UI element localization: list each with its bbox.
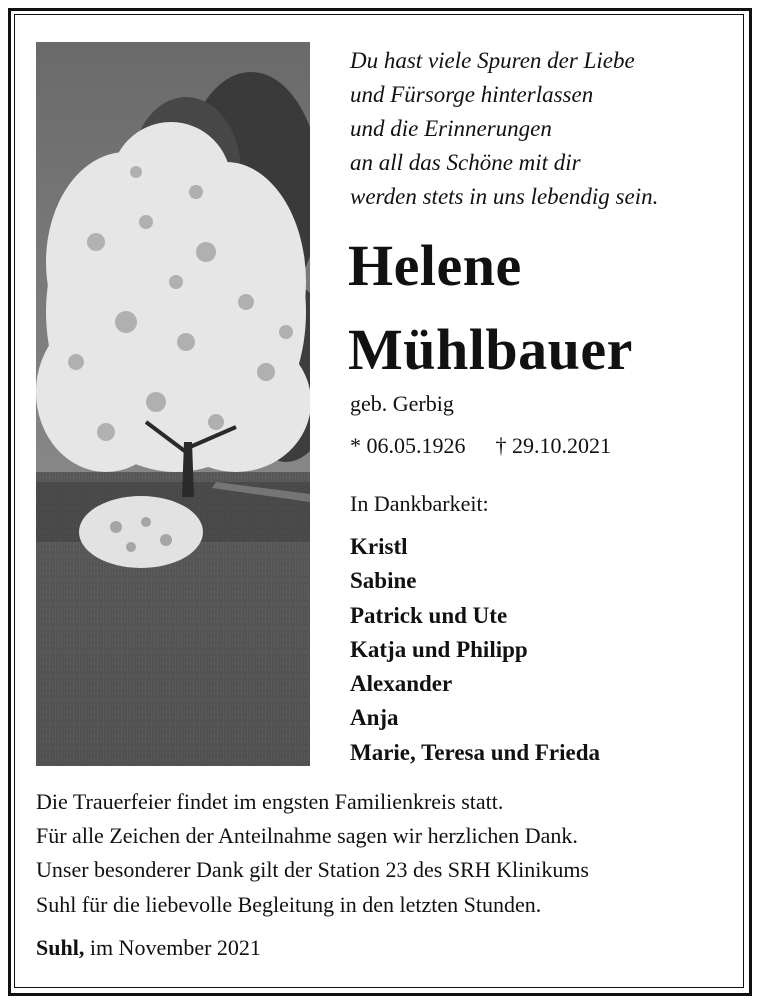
thanks-label: In Dankbarkeit: (350, 491, 489, 516)
memorial-verse (350, 44, 730, 214)
funeral-notice (36, 785, 736, 922)
family-member: Anja (350, 705, 399, 731)
family-member: Patrick und Ute (350, 602, 508, 628)
verse-line: und Fürsorge hinterlassen (350, 82, 594, 107)
verse-line: Du hast viele Spuren der Liebe (350, 48, 635, 73)
deceased-name (348, 224, 738, 392)
family-member: Kristl (350, 534, 408, 559)
family-member: Sabine (350, 568, 417, 594)
notice-line: Unser besonderer Dank gilt der Station 23 des SRH Klinikums (36, 857, 589, 883)
life-dates (350, 430, 611, 462)
date: im November 2021 (89, 935, 261, 960)
last-name: Mühlbauer (348, 317, 633, 382)
birth-name: geb. Gerbig (350, 391, 454, 416)
notice-line: Für alle Zeichen der Anteilnahme sagen wir herzlichen Dank. (36, 823, 578, 849)
birth-date: * 06.05.1926 (350, 433, 466, 458)
verse-line: an all das Schöne mit dir (350, 150, 581, 175)
family-member: Alexander (350, 671, 453, 697)
first-name: Helene (348, 233, 522, 298)
blossoming-tree-photo (36, 42, 310, 766)
place: Suhl, (36, 935, 85, 960)
notice-line: Die Trauerfeier findet im engsten Familienkreis statt. (36, 789, 504, 814)
family-member: Marie, Teresa und Frieda (350, 739, 601, 765)
death-date: † 29.10.2021 (495, 433, 611, 458)
family-member: Katja und Philipp (350, 636, 528, 662)
notice-line: Suhl für die liebevolle Begleitung in den letzten Stunden. (36, 891, 542, 917)
verse-line: werden stets in uns lebendig sein. (350, 184, 659, 209)
place-and-date (36, 932, 261, 964)
verse-line: und die Erinnerungen (350, 116, 552, 141)
family-list (350, 530, 600, 770)
